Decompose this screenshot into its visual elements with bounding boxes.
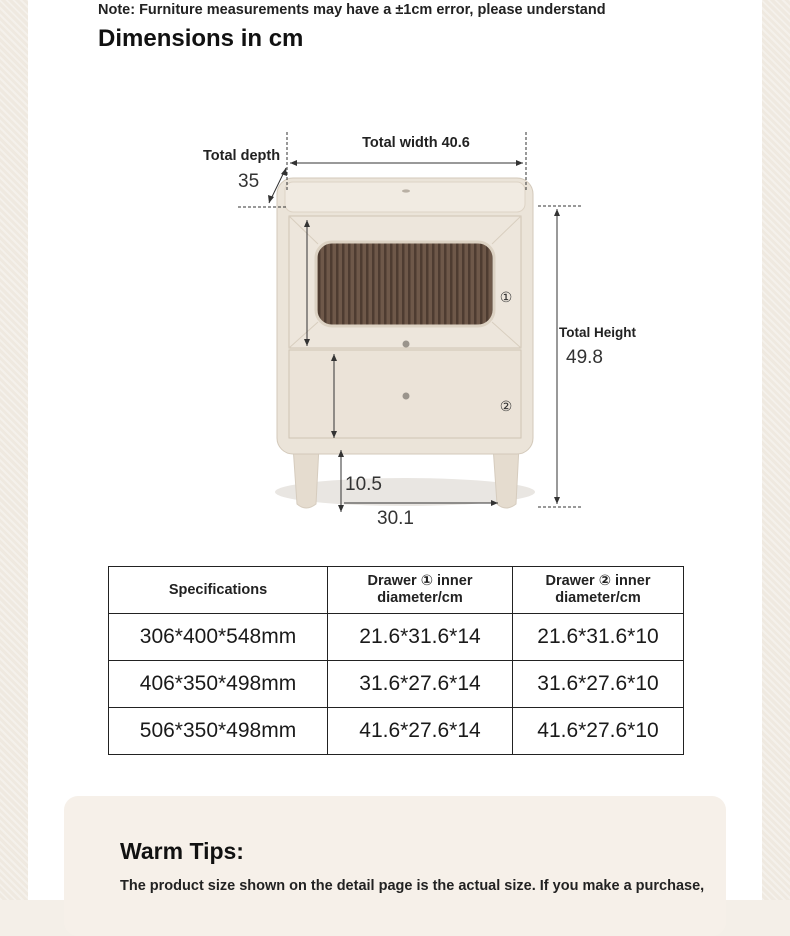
cell-spec: 506*350*498mm <box>109 708 328 755</box>
header-drawer-1-line-2: diameter/cm <box>377 590 463 606</box>
drawer-2-marker: ② <box>499 398 513 414</box>
height-arrow-top <box>554 209 560 216</box>
leg-front-right <box>493 446 519 508</box>
cell-drawer-1: 21.6*31.6*14 <box>328 614 513 661</box>
cabinet-top <box>285 182 525 212</box>
leg-front-left <box>293 446 319 508</box>
total-height-label: Total Height <box>559 325 636 340</box>
cell-spec: 306*400*548mm <box>109 614 328 661</box>
total-width-label: Total width 40.6 <box>362 135 470 151</box>
depth-arrow-bottom <box>268 195 274 203</box>
cell-spec: 406*350*498mm <box>109 661 328 708</box>
width-arrow-left <box>290 160 297 166</box>
header-drawer-1 <box>328 567 513 614</box>
page-title: Dimensions in cm <box>98 25 304 52</box>
header-drawer-2-line-2: diameter/cm <box>555 590 641 606</box>
leg-span-value: 30.1 <box>377 508 414 529</box>
total-depth-label: Total depth <box>203 148 281 164</box>
cell-drawer-2: 41.6*27.6*10 <box>513 708 684 755</box>
header-specifications-text: Specifications <box>168 581 268 598</box>
header-drawer-2-line-1: Drawer ② inner <box>545 573 651 589</box>
cell-drawer-1: 31.6*27.6*14 <box>328 661 513 708</box>
cell-drawer-1: 41.6*27.6*14 <box>328 708 513 755</box>
warm-tips-card <box>64 796 726 936</box>
table-row <box>109 708 684 755</box>
total-depth-value: 35 <box>238 171 260 192</box>
cell-drawer-2: 31.6*27.6*10 <box>513 661 684 708</box>
warm-tips-text: The product size shown on the detail page is the actual size. If you make a purchase, <box>120 878 705 894</box>
total-height-value: 49.8 <box>566 347 603 368</box>
measurement-note: Note: Furniture measurements may have a ±1cm error, please understand <box>98 2 606 18</box>
table-header-row <box>109 567 684 614</box>
drawer-1-knob <box>403 341 410 348</box>
header-drawer-2 <box>513 567 684 614</box>
leg-height-arrow-bottom <box>338 505 344 512</box>
header-drawer-1-line-1: Drawer ① inner <box>367 573 473 589</box>
cell-drawer-2: 21.6*31.6*10 <box>513 614 684 661</box>
table-row <box>109 614 684 661</box>
drawer-2-knob <box>403 393 410 400</box>
specifications-table <box>108 566 684 755</box>
warm-tips-title: Warm Tips: <box>120 838 244 864</box>
fluted-glass-window <box>316 242 494 326</box>
depth-arrow-top <box>281 168 287 176</box>
leg-height-value: 10.5 <box>345 474 382 495</box>
top-hole-icon <box>402 189 410 192</box>
height-arrow-bottom <box>554 497 560 504</box>
drawer-1-marker: ① <box>499 289 513 305</box>
table-row <box>109 661 684 708</box>
header-specifications <box>109 567 328 614</box>
width-arrow-right <box>516 160 523 166</box>
